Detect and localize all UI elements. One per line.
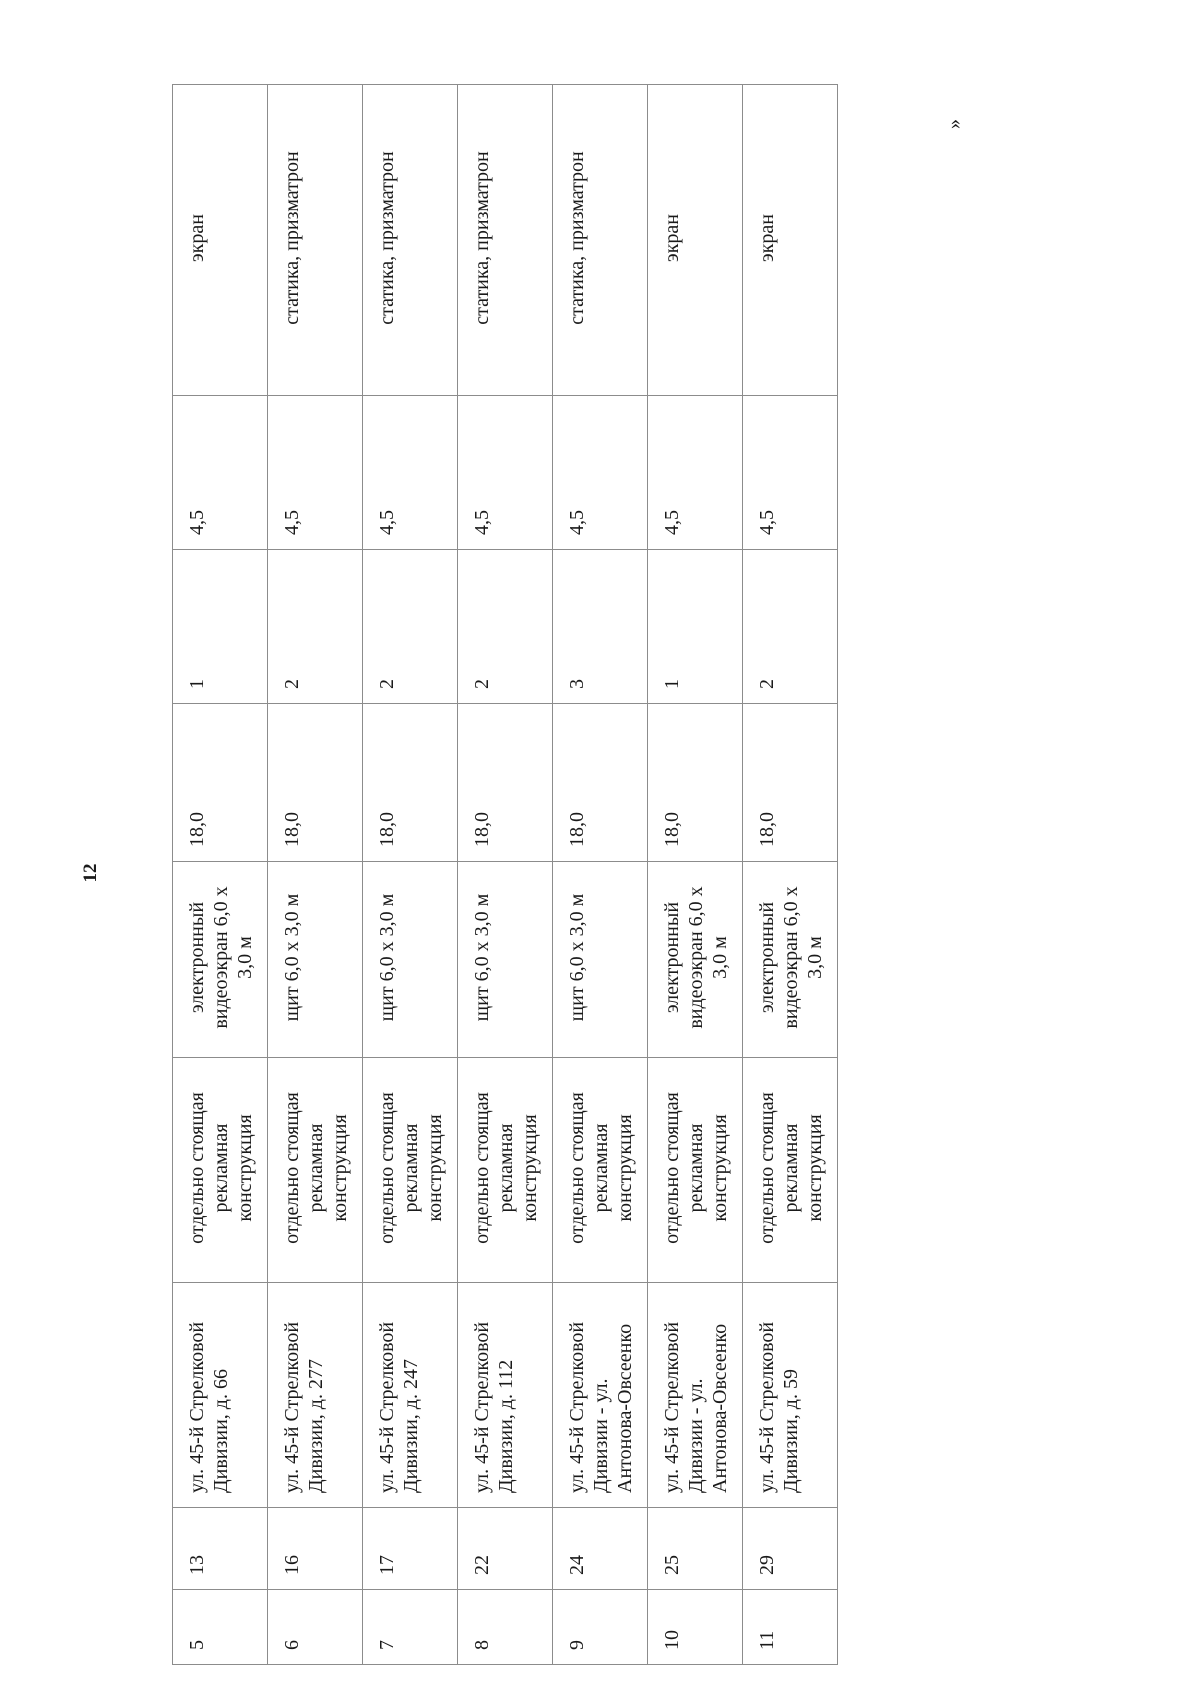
area-cell: 18,0 (173, 704, 268, 862)
technology-cell: статика, призматрон (553, 85, 648, 396)
sides-cell: 2 (268, 550, 363, 704)
structure-id-cell: 22 (458, 1508, 553, 1590)
height-cell: 4,5 (553, 396, 648, 550)
technology-cell: экран (648, 85, 743, 396)
structure-kind-cell: отдельно стоящая рекламная конструкция (458, 1058, 553, 1283)
height-cell: 4,5 (173, 396, 268, 550)
row-number-cell: 7 (363, 1590, 458, 1665)
sides-cell: 2 (363, 550, 458, 704)
address-cell: ул. 45-й Стрелковой Дивизии - ул. Антонова-Овсеенко (553, 1283, 648, 1508)
height-cell: 4,5 (268, 396, 363, 550)
area-cell: 18,0 (363, 704, 458, 862)
structure-type-cell: электронный видеоэкран 6,0 х 3,0 м (743, 862, 838, 1058)
technology-cell: статика, призматрон (268, 85, 363, 396)
sides-cell: 3 (553, 550, 648, 704)
advertising-structures-table (172, 84, 838, 1665)
table-row (173, 85, 268, 1665)
sides-cell: 2 (458, 550, 553, 704)
structure-id-cell: 24 (553, 1508, 648, 1590)
closing-quote-mark: » (943, 119, 965, 129)
structure-kind-cell: отдельно стоящая рекламная конструкция (268, 1058, 363, 1283)
sides-cell: 2 (743, 550, 838, 704)
table-row (648, 85, 743, 1665)
structure-id-cell: 25 (648, 1508, 743, 1590)
structure-kind-cell: отдельно стоящая рекламная конструкция (363, 1058, 458, 1283)
height-cell: 4,5 (363, 396, 458, 550)
structure-type-cell: электронный видеоэкран 6,0 х 3,0 м (648, 862, 743, 1058)
technology-cell: экран (743, 85, 838, 396)
height-cell: 4,5 (458, 396, 553, 550)
table-row (743, 85, 838, 1665)
address-cell: ул. 45-й Стрелковой Дивизии, д. 277 (268, 1283, 363, 1508)
structure-id-cell: 29 (743, 1508, 838, 1590)
area-cell: 18,0 (743, 704, 838, 862)
address-cell: ул. 45-й Стрелковой Дивизии, д. 59 (743, 1283, 838, 1508)
structure-id-cell: 17 (363, 1508, 458, 1590)
address-cell: ул. 45-й Стрелковой Дивизии, д. 247 (363, 1283, 458, 1508)
structure-id-cell: 13 (173, 1508, 268, 1590)
page-number: 12 (80, 863, 101, 883)
table-row (553, 85, 648, 1665)
technology-cell: статика, призматрон (363, 85, 458, 396)
structure-type-cell: электронный видеоэкран 6,0 х 3,0 м (173, 862, 268, 1058)
structure-kind-cell: отдельно стоящая рекламная конструкция (743, 1058, 838, 1283)
technology-cell: статика, призматрон (458, 85, 553, 396)
structure-id-cell: 16 (268, 1508, 363, 1590)
row-number-cell: 11 (743, 1590, 838, 1665)
table-row (363, 85, 458, 1665)
structure-type-cell: щит 6,0 х 3,0 м (268, 862, 363, 1058)
sides-cell: 1 (648, 550, 743, 704)
area-cell: 18,0 (648, 704, 743, 862)
row-number-cell: 5 (173, 1590, 268, 1665)
area-cell: 18,0 (553, 704, 648, 862)
height-cell: 4,5 (743, 396, 838, 550)
address-cell: ул. 45-й Стрелковой Дивизии, д. 66 (173, 1283, 268, 1508)
structure-kind-cell: отдельно стоящая рекламная конструкция (648, 1058, 743, 1283)
sides-cell: 1 (173, 550, 268, 704)
height-cell: 4,5 (648, 396, 743, 550)
structure-type-cell: щит 6,0 х 3,0 м (458, 862, 553, 1058)
rotated-table-wrapper (172, 85, 838, 1665)
area-cell: 18,0 (268, 704, 363, 862)
address-cell: ул. 45-й Стрелковой Дивизии, д. 112 (458, 1283, 553, 1508)
row-number-cell: 8 (458, 1590, 553, 1665)
structure-type-cell: щит 6,0 х 3,0 м (553, 862, 648, 1058)
table-row (268, 85, 363, 1665)
address-cell: ул. 45-й Стрелковой Дивизии - ул. Антонова-Овсеенко (648, 1283, 743, 1508)
row-number-cell: 6 (268, 1590, 363, 1665)
row-number-cell: 10 (648, 1590, 743, 1665)
technology-cell: экран (173, 85, 268, 396)
row-number-cell: 9 (553, 1590, 648, 1665)
structure-kind-cell: отдельно стоящая рекламная конструкция (173, 1058, 268, 1283)
structure-type-cell: щит 6,0 х 3,0 м (363, 862, 458, 1058)
area-cell: 18,0 (458, 704, 553, 862)
structure-kind-cell: отдельно стоящая рекламная конструкция (553, 1058, 648, 1283)
table-row (458, 85, 553, 1665)
